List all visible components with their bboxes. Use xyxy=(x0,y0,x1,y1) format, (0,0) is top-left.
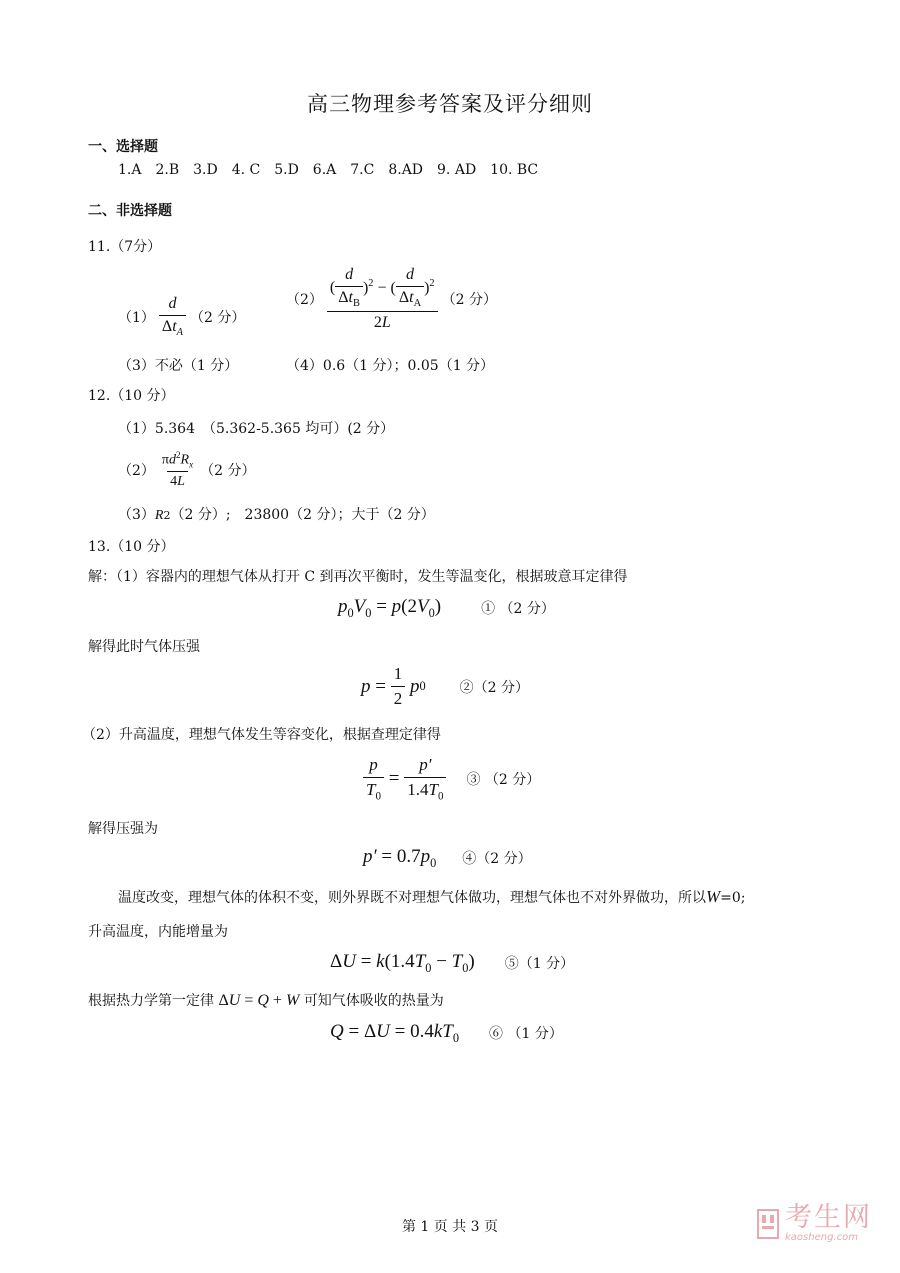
q13-line3: （2）升高温度，理想气体发生等容变化，根据查理定律得 xyxy=(82,727,441,743)
q13-eq3 xyxy=(363,755,540,802)
q12-p2-formula: $\frac{\pi d^2R_x}{4L}$ xyxy=(161,450,194,490)
section-heading-nonchoice: 二、非选择题 xyxy=(88,203,172,219)
q12-label: 12.（10 分） xyxy=(88,388,175,404)
q13-eq3-mark: ③ （2 分） xyxy=(466,771,541,788)
q13-line5a: 温度改变，理想气体的体积不变，则外界既不对理想气体做功，理想气体也不对外界做功，所以W=0; xyxy=(118,887,746,906)
section-heading-choice: 一、选择题 xyxy=(88,139,158,155)
q13-eq4-formula: $p' = 0.7p_0$ xyxy=(363,846,437,870)
q13-label: 13.（10 分） xyxy=(88,539,175,555)
q13-eq5-formula: $\Delta U = k(1.4T_0 - T_0)$ xyxy=(330,951,475,975)
q11-part2 xyxy=(286,266,497,332)
q13-eq6-mark: ⑥ （1 分） xyxy=(489,1026,563,1043)
q13-line4: 解得压强为 xyxy=(88,821,158,837)
q12-part2 xyxy=(118,450,256,490)
q13-line5b: 升高温度，内能增量为 xyxy=(88,924,228,940)
q13-eq4-mark: ④（2 分） xyxy=(462,851,532,868)
q13-eq2-mark: ②（2 分） xyxy=(459,679,529,696)
q12-p3-rest: （2 分）; 23800（2 分）；大于（2 分） xyxy=(170,507,435,523)
q13-line2: 解得此时气体压强 xyxy=(88,639,200,655)
q13-eq1-formula: $p_0V_0 = p(2V_0)$ xyxy=(338,596,442,620)
q12-p3-label: （3） xyxy=(118,507,155,523)
q13-eq5-mark: ⑤（1 分） xyxy=(504,956,575,973)
q13-eq5 xyxy=(330,951,574,976)
watermark-brand: 考生网 xyxy=(785,1202,872,1233)
q13-eq1-mark: ① （2 分） xyxy=(481,601,555,618)
q13-line6 xyxy=(88,990,444,1010)
q11-part3: （3）不必（1 分） xyxy=(118,358,239,374)
q12-p3-symbol: R xyxy=(154,508,164,523)
q13-eq1 xyxy=(338,596,555,621)
q13-eq3-formula: $\frac{p}{T_0}$ = $\frac{p'}{1.4T_0}$ xyxy=(363,755,446,802)
q11-part1 xyxy=(118,295,245,338)
q12-p2-label: （2） xyxy=(118,463,155,480)
page-footer: 第 1 页 共 3 页 xyxy=(401,1219,499,1235)
q12-part1: （1）5.364 （5.362-5.365 均可）(2 分） xyxy=(118,421,395,437)
q12-p2-score: （2 分） xyxy=(200,463,256,480)
q13-line5a-text: 温度改变，理想气体的体积不变，则外界既不对理想气体做功，理想气体也不对外界做功，所以 xyxy=(118,890,706,906)
q13-eq4 xyxy=(363,846,532,871)
q13-eq2-formula: p = $\frac{1}{2}$ p 0 xyxy=(361,664,426,708)
q13-first-law-formula: ΔU = Q + W xyxy=(218,992,300,1009)
watermark xyxy=(757,1204,872,1243)
q13-eq6-formula: $Q = \Delta U = 0.4kT_0$ xyxy=(330,1021,460,1045)
q11-p2-label: （2） xyxy=(286,292,323,309)
q12-part3: （3）R2（2 分）; 23800（2 分）；大于（2 分） xyxy=(118,507,435,523)
q11-p1-score: （2 分） xyxy=(190,309,246,326)
q13-line1: 解：（1）容器内的理想气体从打开 C 到再次平衡时，发生等温变化，根据玻意耳定律得 xyxy=(88,569,628,585)
q11-label: 11.（7分） xyxy=(88,239,162,255)
q13-eq6 xyxy=(330,1021,563,1046)
q11-p1-formula: $\frac{d}{\Delta t_A}$ xyxy=(159,295,186,338)
q13-line6a: 根据热力学第一定律 xyxy=(88,993,214,1009)
q11-p2-score: （2 分） xyxy=(441,292,497,309)
page-title: 高三物理参考答案及评分细则 xyxy=(307,92,593,116)
watermark-url: kaosheng.com xyxy=(785,1232,858,1243)
q13-eq2 xyxy=(361,664,529,709)
q13-work-formula: W xyxy=(706,887,721,906)
q11-p2-formula: ( $\frac{d}{\Delta t_B}$ )$^2$ − ( $\frac{d}{\Delta t_A}$ )$^2$ 2L xyxy=(327,266,438,332)
q11-part4: （4）0.6（1 分）；0.05（1 分） xyxy=(286,358,495,374)
choice-answers: 1.A 2.B 3.D 4. C 5.D 6.A 7.C 8.AD 9. AD 10. BC xyxy=(118,162,539,178)
watermark-logo-icon xyxy=(757,1208,779,1240)
q11-p1-label: （1） xyxy=(118,309,155,326)
q13-line6b: 可知气体吸收的热量为 xyxy=(303,993,444,1009)
